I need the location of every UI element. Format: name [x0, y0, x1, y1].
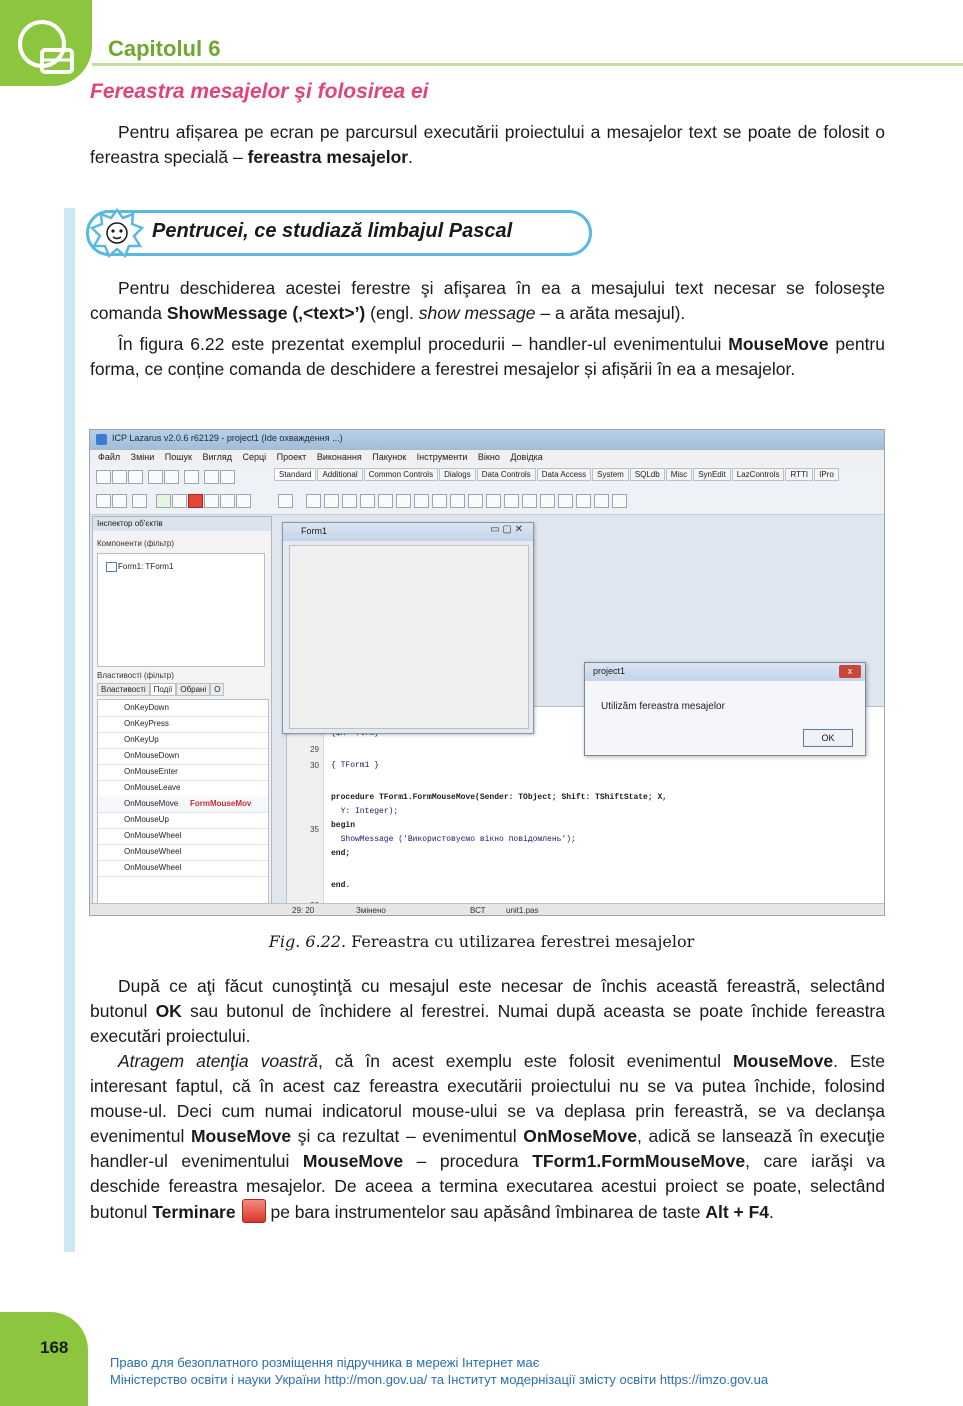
form1-title: Form1	[301, 526, 328, 536]
form1-title-bar[interactable]	[283, 523, 533, 541]
chapter-label: Capitolul 6	[108, 36, 221, 61]
event-row[interactable]: OnKeyUp	[98, 732, 268, 749]
cursor-position: 29: 20	[292, 906, 315, 915]
pascal-lion-icon	[88, 206, 146, 260]
menu-file[interactable]: Файл	[98, 452, 121, 462]
view-units-icon[interactable]	[204, 470, 219, 484]
message-dialog-title-bar[interactable]	[585, 663, 865, 681]
figure-lazarus-screenshot	[89, 429, 885, 916]
tlistbox-icon[interactable]	[468, 494, 483, 508]
new-form-icon[interactable]	[112, 494, 127, 508]
tab-dialogs[interactable]: Dialogs	[439, 468, 476, 481]
code-line: ShowMessage ('Використовуємо вікно повідомлень');	[331, 835, 576, 844]
footer-rights-line: Право для безоплатного розміщення підручника в мережі Інтернет має	[110, 1355, 540, 1370]
tcheckbox-icon[interactable]	[432, 494, 447, 508]
menu-run[interactable]: Виконання	[316, 452, 362, 462]
tradiobutton-icon[interactable]	[450, 494, 465, 508]
page-number: 168	[40, 1338, 69, 1357]
tab-events[interactable]: Події	[150, 683, 177, 696]
properties-filter-label[interactable]: Властивості (фільтр)	[97, 671, 174, 680]
code-line: end;	[331, 849, 351, 858]
tedit-icon[interactable]	[378, 494, 393, 508]
ide-toolbar	[90, 466, 885, 515]
header-divider	[92, 63, 963, 66]
form1-window[interactable]	[282, 522, 534, 734]
modified-status: Змінено	[356, 906, 386, 915]
tab-lazcontrols[interactable]: LazControls	[732, 468, 785, 481]
tree-item-form1[interactable]: Form1: TForm1	[118, 562, 174, 571]
step-over-icon[interactable]	[220, 494, 235, 508]
pascal-side-bar	[64, 208, 75, 1252]
component-palette-tabs	[274, 468, 885, 482]
file-name: unit1.pas	[506, 906, 539, 915]
code-line: procedure TForm1.FormMouseMove(Sender: TObject; Shift: TShiftState; X,	[331, 793, 668, 802]
tab-synedit[interactable]: SynEdit	[693, 468, 731, 481]
event-row[interactable]: OnMouseUp	[98, 812, 268, 829]
step-into-icon[interactable]	[204, 494, 219, 508]
tmainmenu-icon[interactable]	[306, 494, 321, 508]
stop-icon[interactable]	[188, 494, 203, 508]
ide-status-bar	[90, 903, 885, 916]
view-forms-icon[interactable]	[220, 470, 235, 484]
tab-system[interactable]: System	[592, 468, 629, 481]
editor-gutter: 29 30 35	[287, 707, 324, 913]
tactionlist-icon[interactable]	[612, 494, 627, 508]
event-row[interactable]: OnKeyDown	[98, 700, 268, 717]
message-dialog-title: project1	[593, 666, 626, 676]
tmemo-icon[interactable]	[396, 494, 411, 508]
section-title: Fereastra mesajelor şi folosirea ei	[90, 80, 429, 103]
events-list	[97, 699, 269, 915]
new-file-icon[interactable]	[96, 470, 111, 484]
event-row[interactable]: OnMouseDown	[98, 748, 268, 765]
inspector-tabs	[97, 683, 267, 697]
run-icon[interactable]	[156, 494, 171, 508]
tpanel-icon[interactable]	[576, 494, 591, 508]
save-icon[interactable]	[148, 470, 163, 484]
event-row[interactable]: OnMouseWheel	[98, 844, 268, 861]
ttogglebox-icon[interactable]	[414, 494, 429, 508]
lazarus-app-icon	[96, 434, 107, 445]
window-controls-icon[interactable]: ▭ ▢ ✕	[490, 524, 523, 535]
tab-misc[interactable]: Misc	[666, 468, 692, 481]
menu-help[interactable]: Довідка	[510, 452, 543, 462]
new-unit-icon[interactable]	[96, 494, 111, 508]
event-row[interactable]: OnMouseWheel	[98, 860, 268, 877]
after-paragraph-2: Atragem atenţia voastră, că în acest exemplu este folosit evenimentul MouseMove. Este interesant faptul, că în acest caz fereastra executării proiectului nu se va putea închide, folosind mouse-ul. Deci cum numai indicatorul mouse-ului se va deplasa prin fereastră, se va declanşa evenimentul MouseMove şi ca rezultat – evenimentul OnMoseMove, adică se lansează în execuţie handler-ul evenimentului MouseMove – procedura TForm1.FormMouseMove, care iarăşi va deschide fereastra mesajelor. De aceea a termina executarea acestui proiect se poate, selectând butonul Terminare pe bara instrumentelor sau apăsând îmbinarea de taste Alt + F4.	[90, 1051, 886, 1222]
tgroupbox-icon[interactable]	[522, 494, 537, 508]
tlabel-icon[interactable]	[360, 494, 375, 508]
code-line: begin	[331, 821, 356, 830]
menu-source[interactable]: Серці	[242, 452, 267, 462]
close-button[interactable]: x	[839, 665, 861, 678]
build-icon[interactable]	[132, 494, 147, 508]
code-line: end.	[331, 881, 351, 890]
code-line: { TForm1 }	[331, 761, 380, 770]
form-node-icon	[106, 562, 117, 572]
ok-button[interactable]: OK	[803, 729, 853, 747]
components-filter-label[interactable]: Компоненти (фільтр)	[97, 539, 175, 548]
insert-mode: ВСТ	[470, 906, 486, 915]
menu-search[interactable]: Пошук	[164, 452, 192, 462]
form1-client-area[interactable]	[289, 545, 529, 729]
menu-project[interactable]: Проект	[276, 452, 307, 462]
tframe-icon[interactable]	[594, 494, 609, 508]
event-row[interactable]: OnMouseWheel	[98, 828, 268, 845]
tab-ipro[interactable]: IPro	[814, 468, 839, 481]
message-dialog[interactable]	[584, 662, 866, 756]
pascal-paragraph-1: Pentru deschiderea acestei ferestre şi afişarea în ea a mesajului text necesar se foloseşte comanda ShowMessage (‚<text>’) (engl. show message – a arăta mesajul).	[90, 278, 885, 323]
tradiogroup-icon[interactable]	[540, 494, 555, 508]
object-inspector	[92, 516, 272, 916]
event-row[interactable]: OnKeyPress	[98, 716, 268, 733]
event-handler-value[interactable]: FormMouseMov	[190, 799, 252, 808]
tcheckgroup-icon[interactable]	[558, 494, 573, 508]
tab-additional[interactable]: Additional	[317, 468, 362, 481]
tpopupmenu-icon[interactable]	[324, 494, 339, 508]
pascal-box-title: Pentrucei, ce studiază limbajul Pascal	[152, 220, 513, 242]
toggle-form-icon[interactable]	[184, 470, 199, 484]
inspector-title-bar	[93, 517, 271, 531]
tbutton-icon[interactable]	[342, 494, 357, 508]
after-paragraph-1: După ce aţi făcut cunoştinţă cu mesajul este necesar de închis această fereastră, selectând butonul OK sau butonul de închidere al ferestrei. Numai după aceasta se poate închide fereastra executări proiectului.	[90, 976, 885, 1046]
figure-caption: Fig. 6.22. Fereastra cu utilizarea ferestrei mesajelor	[268, 932, 695, 951]
menu-view[interactable]: Вигляд	[202, 452, 232, 462]
event-row-selected[interactable]: OnMouseMove FormMouseMov	[98, 796, 268, 813]
tab-favorites[interactable]: Обрані	[176, 683, 210, 696]
tab-sqldb[interactable]: SQLdb	[630, 468, 665, 481]
inspector-title: Інспектор об'єктів	[97, 519, 163, 528]
code-line: Y: Integer);	[331, 807, 399, 816]
ide-menu-bar	[90, 450, 885, 466]
tab-standard[interactable]: Standard	[274, 468, 316, 481]
tcombobox-icon[interactable]	[486, 494, 501, 508]
event-row[interactable]: OnMouseLeave	[98, 780, 268, 797]
pascal-paragraph-2: În figura 6.22 este prezentat exemplul procedurii – handler-ul evenimentului MouseMove pentru forma, ce conține comanda de deschidere a ferestrei mesajelor și afișării în ea a mesajelor.	[90, 334, 885, 379]
tab-properties[interactable]: Властивості	[97, 683, 150, 696]
pause-icon[interactable]	[172, 494, 187, 508]
tab-common-controls[interactable]: Common Controls	[364, 468, 438, 481]
tab-more[interactable]: О	[210, 683, 224, 696]
ide-title: ICP Lazarus v2.0.6 r62129 - project1 (Ide охваждення ...)	[112, 433, 343, 443]
tscrollbar-icon[interactable]	[504, 494, 519, 508]
event-row[interactable]: OnMouseEnter	[98, 764, 268, 781]
pointer-tool-icon[interactable]	[278, 494, 293, 508]
tab-data-controls[interactable]: Data Controls	[477, 468, 536, 481]
tab-rtti[interactable]: RTTI	[785, 468, 813, 481]
save-all-icon[interactable]	[164, 470, 179, 484]
terminate-button-icon	[242, 1199, 266, 1223]
menu-window[interactable]: Вікно	[477, 452, 500, 462]
menu-edit[interactable]: Змiни	[130, 452, 155, 462]
chapter-corner-tab	[0, 0, 92, 86]
menu-package[interactable]: Пакунок	[372, 452, 407, 462]
computer-emblem-icon	[12, 10, 82, 80]
ide-title-bar	[90, 430, 885, 450]
component-tree[interactable]	[97, 553, 265, 667]
menu-tools[interactable]: Інструменти	[416, 452, 468, 462]
open-file-icon[interactable]	[112, 470, 127, 484]
page-number-tab	[0, 1312, 88, 1406]
step-out-icon[interactable]	[236, 494, 251, 508]
intro-paragraph: Pentru afișarea pe ecran pe parcursul executării proiectului a mesajelor text se poate de folosit o fereastra specială – fereastra mesajelor.	[90, 122, 885, 167]
tab-data-access[interactable]: Data Access	[537, 468, 591, 481]
footer-publisher-line: Міністерство освіти і науки України http://mon.gov.ua/ та Інститут модернізації змісту освіти https://imzo.gov.ua	[110, 1372, 769, 1387]
message-text: Utilizăm fereastra mesajelor	[601, 701, 725, 712]
open-folder-icon[interactable]	[128, 470, 143, 484]
